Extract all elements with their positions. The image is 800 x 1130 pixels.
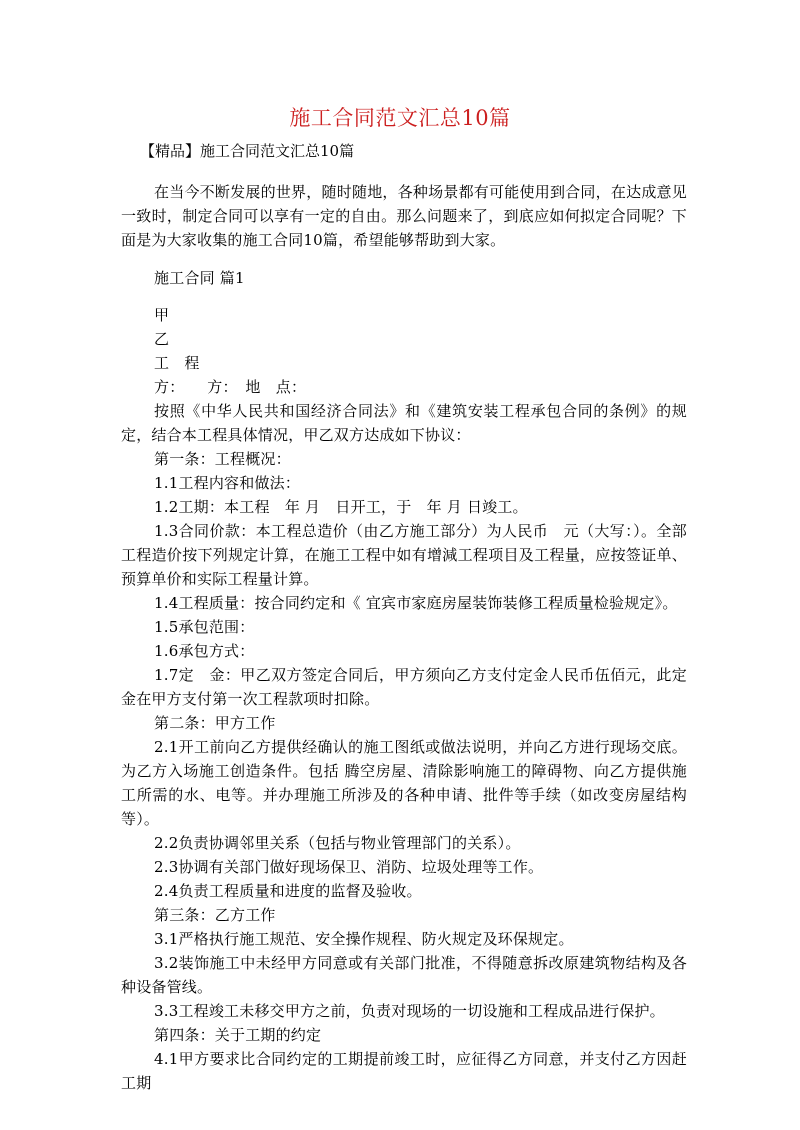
paragraph: 按照《中华人民共和国经济合同法》和《建筑安装工程承包合同的条例》的规定，结合本工程具体情况，甲乙双方达成如下协议： xyxy=(121,402,687,444)
article-heading: 第三条：乙方工作 xyxy=(154,906,276,924)
paragraph: 乙 xyxy=(154,330,170,348)
section-heading: 施工合同 篇1 xyxy=(154,269,245,287)
paragraph: 工 程 xyxy=(154,354,200,372)
paragraph: 1.1工程内容和做法： xyxy=(154,474,301,492)
paragraph: 1.6承包方式： xyxy=(154,642,255,660)
section-heading-block xyxy=(121,266,687,290)
intro-section xyxy=(121,180,687,252)
article-heading: 第二条：甲方工作 xyxy=(154,714,276,732)
document-subtitle: 【精品】施工合同范文汇总10篇 xyxy=(140,142,355,160)
paragraph: 3.2装饰施工中未经甲方同意或有关部门批准，不得随意拆改原建筑物结构及各种设备管线。 xyxy=(121,954,687,996)
paragraph: 甲 xyxy=(154,306,170,324)
paragraph: 4.1甲方要求比合同约定的工期提前竣工时，应征得乙方同意，并支付乙方因赶工期 xyxy=(121,1050,687,1092)
paragraph: 2.4负责工程质量和进度的监督及验收。 xyxy=(154,882,422,900)
paragraph: 1.5承包范围： xyxy=(154,618,255,636)
paragraph: 1.4工程质量：按合同约定和《 宜宾市家庭房屋装饰装修工程质量检验规定》。 xyxy=(154,594,678,612)
paragraph: 2.3协调有关部门做好现场保卫、消防、垃圾处理等工作。 xyxy=(154,858,544,876)
paragraph: 2.2负责协调邻里关系（包括与物业管理部门的关系）。 xyxy=(154,834,521,852)
document-title: 施工合同范文汇总10篇 xyxy=(289,106,511,130)
paragraph: 3.3工程竣工未移交甲方之前，负责对现场的一切设施和工程成品进行保护。 xyxy=(154,1002,665,1020)
article-heading: 第一条：工程概况： xyxy=(154,450,291,468)
contract-body xyxy=(121,303,687,1095)
paragraph: 2.1开工前向乙方提供经确认的施工图纸或做法说明，并向乙方进行现场交底。为乙方入场施工创造条件。包括 腾空房屋、清除影响施工的障碍物、向乙方提供施工所需的水、电等。并办理施工所涉及的各种申请、批件等手续（如改变房屋结构等）。 xyxy=(121,738,687,828)
paragraph: 1.3合同价款：本工程总造价（由乙方施工部分）为人民币 元（大写：）。全部工程造价按下列规定计算，在施工工程中如有增減工程项目及工程量，应按签证单、预算单价和实际工程量计算。 xyxy=(121,522,687,588)
article-heading: 第四条：关于工期的约定 xyxy=(154,1026,322,1044)
paragraph: 1.2工期：本工程 年 月 日开工，于 年 月 日竣工。 xyxy=(154,498,528,516)
intro-paragraph: 在当今不断发展的世界，随时随地，各种场景都有可能使用到合同，在达成意见一致时，制定合同可以享有一定的自由。那么问题来了，到底应如何拟定合同呢？下面是为大家收集的施工合同10篇，希望能够帮助到大家。 xyxy=(121,183,687,249)
paragraph: 1.7定 金：甲乙双方签定合同后，甲方须向乙方支付定金人民币伍佰元，此定金在甲方支付第一次工程款项时扣除。 xyxy=(121,666,687,708)
paragraph: 方： 方： 地 点： xyxy=(154,378,307,396)
paragraph: 3.1严格执行施工规范、安全操作规程、防火规定及环保规定。 xyxy=(154,930,574,948)
